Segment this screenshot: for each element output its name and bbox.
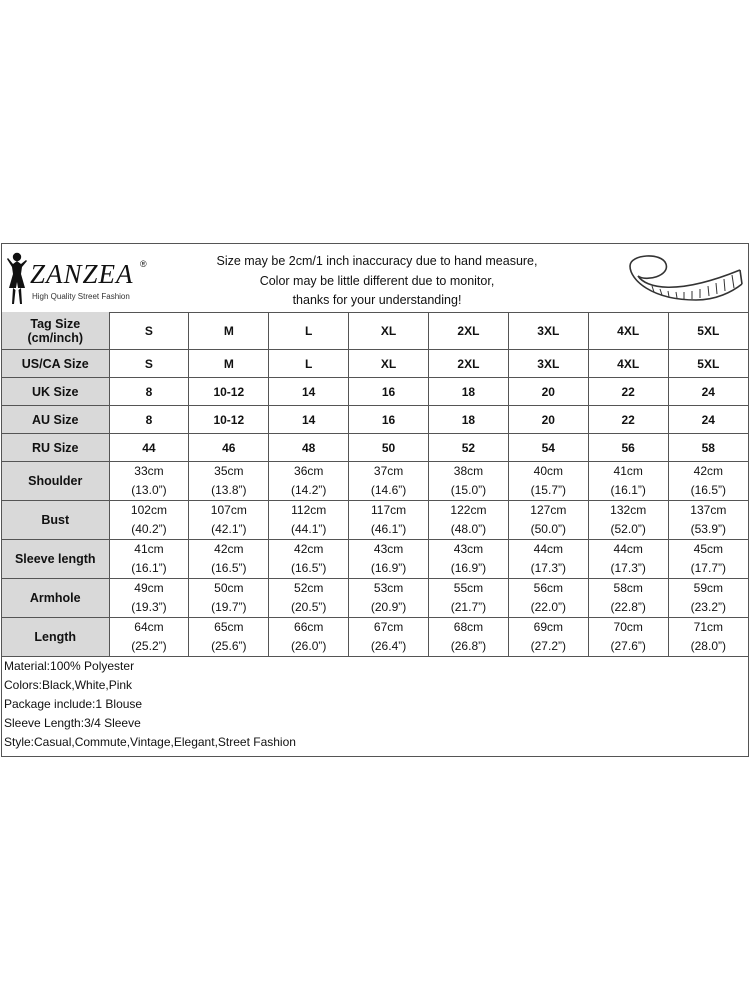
measure-inch: (28.0”) bbox=[690, 639, 726, 653]
measure-inch: (25.2”) bbox=[131, 639, 167, 653]
measure-inch: (26.4”) bbox=[370, 639, 407, 653]
measure-cell bbox=[189, 462, 269, 501]
measure-cm: 55cm bbox=[453, 581, 484, 595]
measure-inch: (25.6”) bbox=[211, 639, 247, 653]
measure-cell bbox=[668, 579, 748, 618]
measure-cell bbox=[588, 462, 668, 501]
measure-row bbox=[2, 462, 748, 501]
row-label: Bust bbox=[2, 501, 109, 540]
detail-colors: Colors:Black,White,Pink bbox=[4, 678, 133, 692]
measure-cm: 36cm bbox=[294, 464, 324, 478]
row-label bbox=[2, 350, 109, 378]
measure-cell bbox=[269, 579, 349, 618]
row-label-line: (cm/inch) bbox=[27, 330, 84, 345]
measure-cm: 41cm bbox=[134, 542, 164, 556]
measure-inch: (16.1”) bbox=[610, 483, 646, 497]
measure-inch: (26.0”) bbox=[291, 639, 327, 653]
measure-cell bbox=[189, 501, 269, 540]
registered-mark: ® bbox=[140, 259, 147, 269]
row-label bbox=[2, 406, 109, 434]
notice-line: Color may be little different due to monitor, bbox=[259, 273, 495, 288]
measure-cell bbox=[508, 501, 588, 540]
measure-cm: 43cm bbox=[373, 542, 404, 556]
measure-cm: 38cm bbox=[453, 464, 484, 478]
measure-inch: (40.2”) bbox=[131, 522, 167, 536]
measure-cell bbox=[349, 618, 429, 657]
size-cell: S bbox=[109, 312, 189, 350]
measure-inch: (16.9”) bbox=[450, 561, 487, 575]
measure-cell bbox=[189, 540, 269, 579]
measure-cm: 117cm bbox=[370, 503, 407, 517]
size-table bbox=[2, 312, 748, 657]
measure-cell bbox=[269, 540, 349, 579]
brand-name: ZANZEA bbox=[30, 259, 134, 289]
measure-inch: (15.7”) bbox=[530, 483, 566, 497]
measure-cell bbox=[269, 501, 349, 540]
measure-cm: 67cm bbox=[373, 620, 404, 634]
size-cell: 5XL bbox=[668, 350, 748, 378]
size-cell: 24 bbox=[668, 406, 748, 434]
measure-cell bbox=[109, 540, 189, 579]
measure-cm: 35cm bbox=[214, 464, 244, 478]
measure-cell bbox=[588, 579, 668, 618]
measure-cm: 122cm bbox=[450, 503, 487, 517]
measure-cell bbox=[429, 501, 509, 540]
size-cell: 3XL bbox=[508, 350, 588, 378]
size-cell: 22 bbox=[588, 406, 668, 434]
measure-cell bbox=[349, 540, 429, 579]
row-label: Armhole bbox=[2, 579, 109, 618]
measure-cell bbox=[349, 501, 429, 540]
measure-cm: 42cm bbox=[693, 464, 723, 478]
measure-inch: (20.5”) bbox=[291, 600, 327, 614]
measure-inch: (19.3”) bbox=[131, 600, 167, 614]
measure-cell bbox=[349, 579, 429, 618]
measure-inch: (26.8”) bbox=[450, 639, 487, 653]
row-label: Length bbox=[2, 618, 109, 657]
measure-cell bbox=[429, 540, 509, 579]
size-cell: 16 bbox=[349, 378, 429, 406]
size-cell: L bbox=[269, 350, 349, 378]
detail-style: Style:Casual,Commute,Vintage,Elegant,Street Fashion bbox=[4, 735, 296, 749]
measure-cell bbox=[588, 540, 668, 579]
size-cell: M bbox=[189, 312, 269, 350]
size-cell: 46 bbox=[189, 434, 269, 462]
measure-cm: 50cm bbox=[214, 581, 244, 595]
row-label bbox=[2, 378, 109, 406]
measure-cm: 59cm bbox=[693, 581, 723, 595]
measure-inch: (16.9”) bbox=[370, 561, 407, 575]
measure-cm: 107cm bbox=[210, 503, 247, 517]
brand-tagline: High Quality Street Fashion bbox=[32, 292, 130, 301]
measure-cell bbox=[109, 501, 189, 540]
measure-row bbox=[2, 579, 748, 618]
measure-cell bbox=[508, 618, 588, 657]
measure-cm: 56cm bbox=[533, 581, 563, 595]
size-cell: 20 bbox=[508, 406, 588, 434]
measure-cm: 64cm bbox=[134, 620, 164, 634]
measure-cell bbox=[189, 618, 269, 657]
measure-inch: (16.5”) bbox=[690, 483, 726, 497]
size-cell: S bbox=[109, 350, 189, 378]
measure-cm: 44cm bbox=[533, 542, 563, 556]
row-label: Shoulder bbox=[2, 462, 109, 501]
measure-cm: 45cm bbox=[693, 542, 723, 556]
size-cell: 56 bbox=[588, 434, 668, 462]
notice-line: Size may be 2cm/1 inch inaccuracy due to hand measure, bbox=[216, 254, 538, 268]
measure-inch: (14.6”) bbox=[370, 483, 407, 497]
measure-inch: (27.2”) bbox=[530, 639, 566, 653]
measure-cm: 33cm bbox=[134, 464, 164, 478]
measure-inch: (50.0”) bbox=[530, 522, 566, 536]
measure-inch: (44.1”) bbox=[291, 522, 327, 536]
size-cell: 58 bbox=[668, 434, 748, 462]
measure-cell bbox=[588, 618, 668, 657]
measure-cm: 41cm bbox=[613, 464, 643, 478]
measure-cell bbox=[109, 579, 189, 618]
measure-cell bbox=[668, 462, 748, 501]
row-label-line: RU Size bbox=[31, 440, 79, 455]
measure-cm: 49cm bbox=[134, 581, 164, 595]
measure-cm: 112cm bbox=[291, 503, 327, 517]
size-cell: 4XL bbox=[588, 312, 668, 350]
measure-cm: 37cm bbox=[373, 464, 404, 478]
measure-inch: (42.1”) bbox=[211, 522, 247, 536]
measure-cell bbox=[508, 540, 588, 579]
detail-package: Package include:1 Blouse bbox=[4, 697, 143, 711]
size-cell: 24 bbox=[668, 378, 748, 406]
measure-cm: 69cm bbox=[533, 620, 563, 634]
size-row bbox=[2, 378, 748, 406]
measure-inch: (27.6”) bbox=[610, 639, 646, 653]
measure-inch: (21.7”) bbox=[450, 600, 487, 614]
measure-cell bbox=[668, 618, 748, 657]
row-label bbox=[2, 312, 109, 350]
row-label-line: Tag Size bbox=[30, 316, 81, 331]
measure-row bbox=[2, 501, 748, 540]
size-cell: 10-12 bbox=[189, 378, 269, 406]
measurement-notice bbox=[172, 252, 582, 311]
measuring-tape-icon bbox=[616, 246, 746, 310]
measure-inch: (46.1”) bbox=[370, 522, 407, 536]
size-cell: 50 bbox=[349, 434, 429, 462]
measure-inch: (17.3”) bbox=[610, 561, 646, 575]
measure-cm: 58cm bbox=[613, 581, 643, 595]
size-cell: 20 bbox=[508, 378, 588, 406]
measure-cell bbox=[349, 462, 429, 501]
row-label-line: AU Size bbox=[31, 412, 79, 427]
size-chart bbox=[1, 243, 749, 757]
row-label: Sleeve length bbox=[2, 540, 109, 579]
measure-inch: (16.5”) bbox=[211, 561, 247, 575]
measure-cm: 42cm bbox=[214, 542, 244, 556]
measure-cell bbox=[269, 462, 349, 501]
notice-line: thanks for your understanding! bbox=[292, 293, 462, 307]
measure-inch: (17.3”) bbox=[530, 561, 566, 575]
measure-inch: (22.8”) bbox=[610, 600, 646, 614]
size-cell: 14 bbox=[269, 406, 349, 434]
measure-row bbox=[2, 540, 748, 579]
measure-cell bbox=[109, 462, 189, 501]
size-cell: 52 bbox=[429, 434, 509, 462]
size-cell: XL bbox=[349, 312, 429, 350]
size-cell: 16 bbox=[349, 406, 429, 434]
size-cell: 54 bbox=[508, 434, 588, 462]
measure-inch: (52.0”) bbox=[610, 522, 646, 536]
measure-inch: (16.5”) bbox=[291, 561, 327, 575]
size-row bbox=[2, 312, 748, 350]
chart-header bbox=[2, 244, 748, 313]
measure-cell bbox=[668, 501, 748, 540]
measure-cell bbox=[508, 579, 588, 618]
measure-inch: (13.8”) bbox=[211, 483, 247, 497]
size-row bbox=[2, 350, 748, 378]
measure-inch: (23.2”) bbox=[690, 600, 726, 614]
row-label bbox=[2, 434, 109, 462]
measure-cell bbox=[429, 462, 509, 501]
size-cell: 4XL bbox=[588, 350, 668, 378]
row-label-line: UK Size bbox=[31, 384, 79, 399]
size-cell: 8 bbox=[109, 406, 189, 434]
measure-cell bbox=[109, 618, 189, 657]
measure-cm: 127cm bbox=[530, 503, 567, 517]
size-cell: 3XL bbox=[508, 312, 588, 350]
measure-inch: (22.0”) bbox=[530, 600, 566, 614]
size-cell: 5XL bbox=[668, 312, 748, 350]
size-cell: 44 bbox=[109, 434, 189, 462]
measure-inch: (53.9”) bbox=[690, 522, 726, 536]
measure-cm: 43cm bbox=[453, 542, 484, 556]
measure-cm: 68cm bbox=[453, 620, 484, 634]
measure-inch: (14.2”) bbox=[291, 483, 327, 497]
measure-inch: (13.0”) bbox=[131, 483, 167, 497]
measure-cell bbox=[429, 579, 509, 618]
size-row bbox=[2, 406, 748, 434]
size-cell: 18 bbox=[429, 378, 509, 406]
measure-cell bbox=[429, 618, 509, 657]
measure-cm: 102cm bbox=[130, 503, 167, 517]
measure-cm: 65cm bbox=[214, 620, 244, 634]
measure-cell bbox=[189, 579, 269, 618]
measure-inch: (20.9”) bbox=[370, 600, 407, 614]
measure-cell bbox=[269, 618, 349, 657]
size-cell: 18 bbox=[429, 406, 509, 434]
measure-cm: 42cm bbox=[294, 542, 324, 556]
measure-cm: 66cm bbox=[294, 620, 324, 634]
woman-silhouette-icon bbox=[4, 250, 30, 308]
size-cell: 2XL bbox=[429, 350, 509, 378]
measure-cm: 52cm bbox=[294, 581, 324, 595]
size-cell: 48 bbox=[269, 434, 349, 462]
measure-inch: (15.0”) bbox=[450, 483, 487, 497]
size-cell: M bbox=[189, 350, 269, 378]
product-details bbox=[4, 657, 296, 752]
brand-logo bbox=[4, 250, 154, 310]
measure-inch: (17.7”) bbox=[690, 561, 726, 575]
measure-inch: (19.7”) bbox=[211, 600, 247, 614]
measure-cell bbox=[508, 462, 588, 501]
row-label-line: US/CA Size bbox=[21, 356, 89, 371]
measure-cm: 70cm bbox=[613, 620, 643, 634]
measure-cell bbox=[588, 501, 668, 540]
size-cell: XL bbox=[349, 350, 429, 378]
measure-cm: 44cm bbox=[613, 542, 643, 556]
size-cell: 8 bbox=[109, 378, 189, 406]
size-cell: 22 bbox=[588, 378, 668, 406]
size-cell: L bbox=[269, 312, 349, 350]
detail-sleeve: Sleeve Length:3/4 Sleeve bbox=[4, 716, 141, 730]
measure-cm: 53cm bbox=[373, 581, 404, 595]
size-row bbox=[2, 434, 748, 462]
size-cell: 10-12 bbox=[189, 406, 269, 434]
measure-cm: 132cm bbox=[610, 503, 647, 517]
measure-cm: 137cm bbox=[690, 503, 727, 517]
measure-inch: (48.0”) bbox=[450, 522, 487, 536]
measure-cm: 40cm bbox=[533, 464, 563, 478]
size-cell: 14 bbox=[269, 378, 349, 406]
detail-material: Material:100% Polyester bbox=[4, 659, 135, 673]
measure-row bbox=[2, 618, 748, 657]
size-cell: 2XL bbox=[429, 312, 509, 350]
measure-cell bbox=[668, 540, 748, 579]
measure-cm: 71cm bbox=[693, 620, 723, 634]
measure-inch: (16.1”) bbox=[131, 561, 167, 575]
